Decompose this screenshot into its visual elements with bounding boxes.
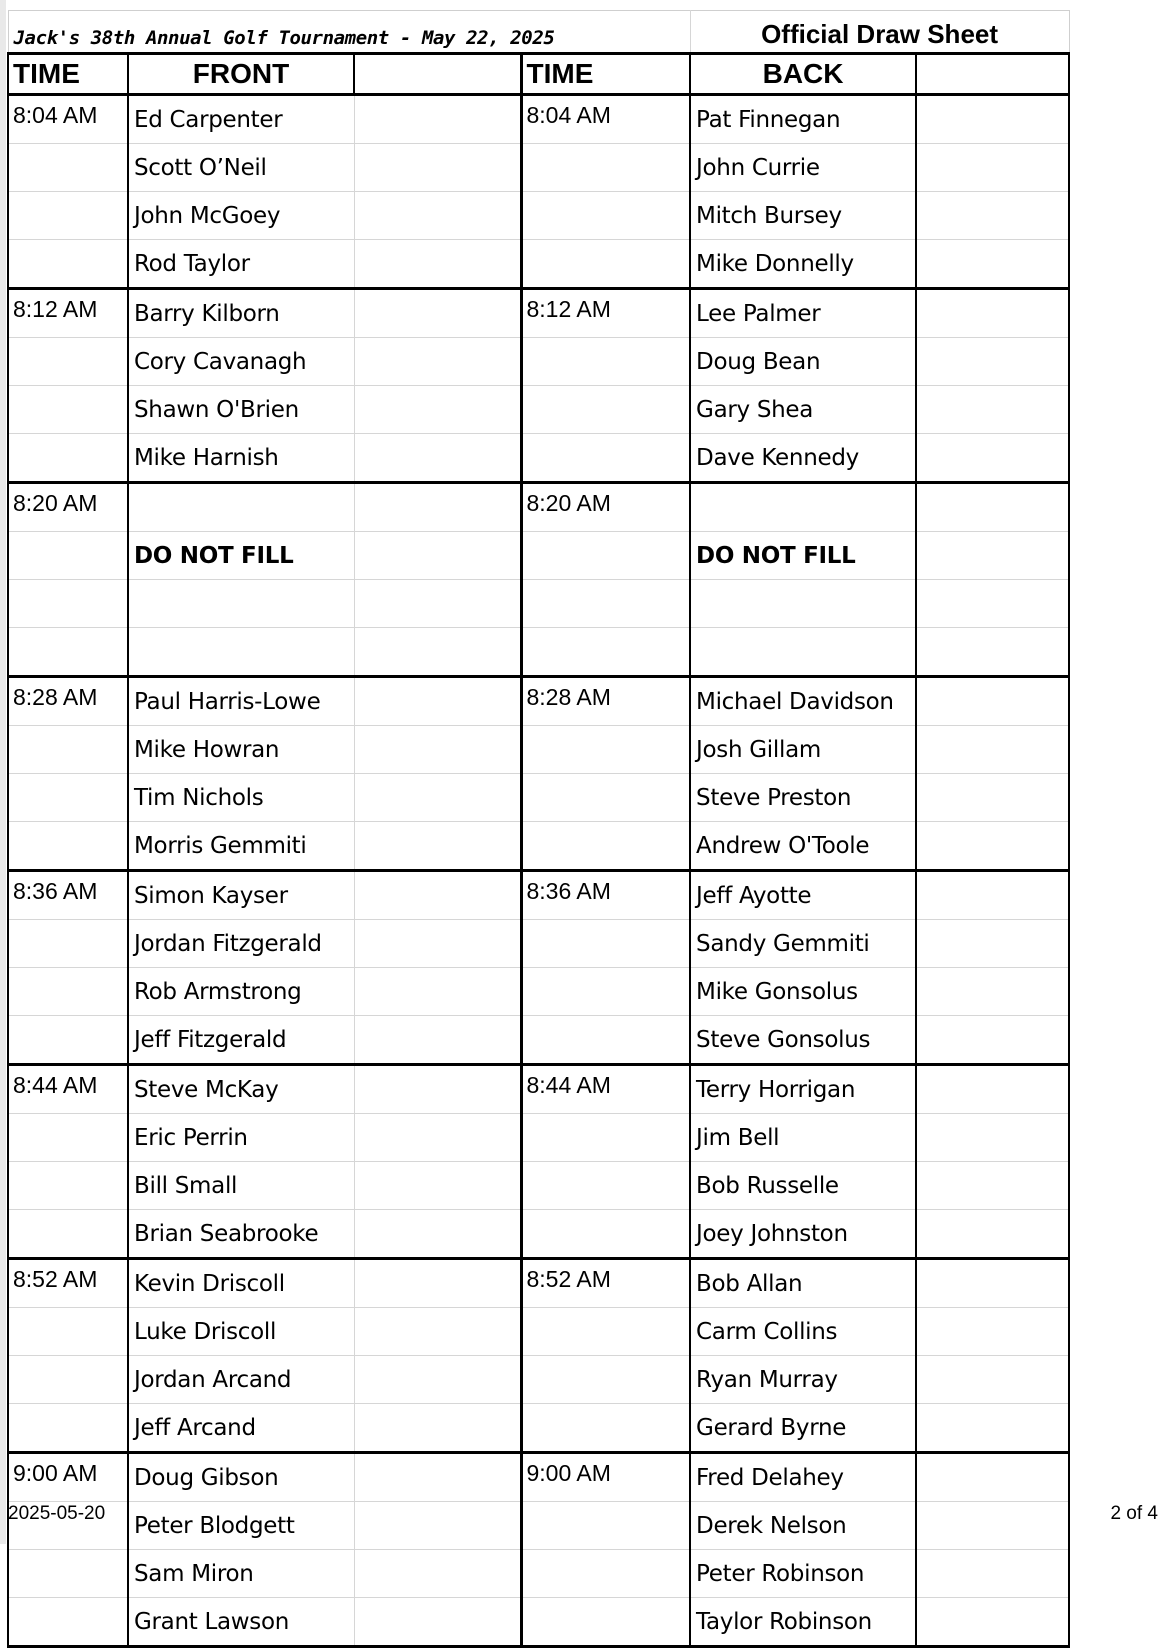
back-time-cell	[521, 822, 690, 871]
front-blank-cell	[354, 483, 521, 532]
back-blank-cell	[916, 1598, 1069, 1647]
front-player-name: John McGoey	[128, 192, 354, 240]
back-player-name: Pat Finnegan	[690, 95, 916, 144]
draw-sheet-title: Official Draw Sheet	[690, 11, 1069, 54]
front-player-name: Steve McKay	[128, 1065, 354, 1114]
table-row	[8, 144, 1069, 192]
back-blank-cell	[916, 1210, 1069, 1259]
back-blank-cell	[916, 289, 1069, 338]
table-row	[8, 1162, 1069, 1210]
front-player-name: Doug Gibson	[128, 1453, 354, 1502]
front-time-cell	[8, 1404, 128, 1453]
front-player-name: Eric Perrin	[128, 1114, 354, 1162]
back-player-name: Jeff Ayotte	[690, 871, 916, 920]
back-time-cell	[521, 1308, 690, 1356]
back-header: BACK	[690, 54, 916, 95]
front-player-name: Rob Armstrong	[128, 968, 354, 1016]
front-player-name: Grant Lawson	[128, 1598, 354, 1647]
back-tee-time: 8:52 AM	[521, 1259, 690, 1308]
back-tee-time: 8:12 AM	[521, 289, 690, 338]
front-player-name: Jeff Arcand	[128, 1404, 354, 1453]
back-player-name: Jim Bell	[690, 1114, 916, 1162]
back-player-name: Mitch Bursey	[690, 192, 916, 240]
table-row	[8, 240, 1069, 289]
back-time-cell	[521, 240, 690, 289]
back-player-name: Peter Robinson	[690, 1550, 916, 1598]
front-player-name: Mike Howran	[128, 726, 354, 774]
front-time-header: TIME	[8, 54, 128, 95]
front-blank-cell	[354, 580, 521, 628]
front-blank-cell	[354, 1404, 521, 1453]
back-blank-cell	[916, 240, 1069, 289]
table-row	[8, 192, 1069, 240]
back-player-name: Josh Gillam	[690, 726, 916, 774]
front-time-cell	[8, 1210, 128, 1259]
back-tee-time: 8:36 AM	[521, 871, 690, 920]
back-player-name: Doug Bean	[690, 338, 916, 386]
back-blank-cell	[916, 871, 1069, 920]
front-blank-cell	[354, 774, 521, 822]
back-blank-cell	[916, 1259, 1069, 1308]
back-time-cell	[521, 628, 690, 677]
back-player-name: Andrew O'Toole	[690, 822, 916, 871]
front-player-name: DO NOT FILL	[128, 532, 354, 580]
front-tee-time: 9:00 AM	[8, 1453, 128, 1502]
table-row	[8, 774, 1069, 822]
front-blank-header	[354, 54, 521, 95]
front-blank-cell	[354, 1065, 521, 1114]
back-player-name: Michael Davidson	[690, 677, 916, 726]
table-row	[8, 871, 1069, 920]
front-time-cell	[8, 1598, 128, 1647]
back-time-cell	[521, 920, 690, 968]
front-time-cell	[8, 434, 128, 483]
table-row	[8, 1308, 1069, 1356]
tournament-title: Jack's 38th Annual Golf Tournament - May 22, 2025	[8, 11, 690, 54]
back-blank-cell	[916, 920, 1069, 968]
table-row	[8, 289, 1069, 338]
back-time-cell	[521, 1114, 690, 1162]
page-number: 2 of 4	[1110, 1503, 1158, 1524]
back-blank-cell	[916, 822, 1069, 871]
front-time-cell	[8, 774, 128, 822]
back-player-name: Fred Delahey	[690, 1453, 916, 1502]
front-player-name: Jordan Fitzgerald	[128, 920, 354, 968]
table-row	[8, 95, 1069, 144]
back-time-cell	[521, 774, 690, 822]
table-row	[8, 822, 1069, 871]
table-row	[8, 386, 1069, 434]
back-blank-cell	[916, 1162, 1069, 1210]
table-row	[8, 532, 1069, 580]
back-player-name: DO NOT FILL	[690, 532, 916, 580]
back-player-name	[690, 580, 916, 628]
front-time-cell	[8, 580, 128, 628]
front-player-name: Jeff Fitzgerald	[128, 1016, 354, 1065]
front-time-cell	[8, 1114, 128, 1162]
back-time-cell	[521, 726, 690, 774]
page-edge-shadow	[0, 0, 6, 1544]
back-time-cell	[521, 338, 690, 386]
back-tee-time: 8:44 AM	[521, 1065, 690, 1114]
table-row	[8, 1453, 1069, 1502]
back-blank-cell	[916, 1550, 1069, 1598]
back-blank-cell	[916, 1453, 1069, 1502]
back-player-name	[690, 483, 916, 532]
front-player-name: Scott O’Neil	[128, 144, 354, 192]
front-time-cell	[8, 192, 128, 240]
front-time-cell	[8, 386, 128, 434]
front-time-cell	[8, 628, 128, 677]
front-time-cell	[8, 726, 128, 774]
back-time-cell	[521, 144, 690, 192]
table-row	[8, 1502, 1069, 1550]
back-blank-cell	[916, 532, 1069, 580]
back-blank-cell	[916, 628, 1069, 677]
front-time-cell	[8, 1356, 128, 1404]
front-player-name: Brian Seabrooke	[128, 1210, 354, 1259]
back-blank-header	[916, 54, 1069, 95]
front-blank-cell	[354, 677, 521, 726]
back-player-name: John Currie	[690, 144, 916, 192]
back-time-cell	[521, 434, 690, 483]
front-blank-cell	[354, 1114, 521, 1162]
back-blank-cell	[916, 192, 1069, 240]
table-row	[8, 1550, 1069, 1598]
front-player-name: Paul Harris-Lowe	[128, 677, 354, 726]
back-blank-cell	[916, 1356, 1069, 1404]
front-player-name: Barry Kilborn	[128, 289, 354, 338]
back-player-name: Mike Donnelly	[690, 240, 916, 289]
front-time-cell	[8, 1308, 128, 1356]
table-row	[8, 968, 1069, 1016]
front-tee-time: 8:44 AM	[8, 1065, 128, 1114]
back-player-name	[690, 628, 916, 677]
back-tee-time: 9:00 AM	[521, 1453, 690, 1502]
back-blank-cell	[916, 968, 1069, 1016]
back-tee-time: 8:04 AM	[521, 95, 690, 144]
front-tee-time: 8:28 AM	[8, 677, 128, 726]
front-time-cell	[8, 920, 128, 968]
back-blank-cell	[916, 1016, 1069, 1065]
back-blank-cell	[916, 677, 1069, 726]
column-header-row	[8, 54, 1069, 95]
front-blank-cell	[354, 1453, 521, 1502]
back-time-cell	[521, 1356, 690, 1404]
front-time-cell	[8, 822, 128, 871]
back-time-cell	[521, 1162, 690, 1210]
back-time-cell	[521, 1404, 690, 1453]
back-player-name: Bob Russelle	[690, 1162, 916, 1210]
table-row	[8, 726, 1069, 774]
back-player-name: Steve Gonsolus	[690, 1016, 916, 1065]
front-player-name: Kevin Driscoll	[128, 1259, 354, 1308]
front-player-name: Shawn O'Brien	[128, 386, 354, 434]
front-blank-cell	[354, 386, 521, 434]
front-blank-cell	[354, 240, 521, 289]
front-player-name: Cory Cavanagh	[128, 338, 354, 386]
back-blank-cell	[916, 580, 1069, 628]
front-time-cell	[8, 1550, 128, 1598]
front-blank-cell	[354, 434, 521, 483]
front-time-cell	[8, 338, 128, 386]
front-blank-cell	[354, 338, 521, 386]
front-blank-cell	[354, 822, 521, 871]
table-row	[8, 1259, 1069, 1308]
back-time-cell	[521, 386, 690, 434]
draw-sheet	[7, 10, 1068, 1648]
back-time-header: TIME	[521, 54, 690, 95]
back-time-cell	[521, 1210, 690, 1259]
front-blank-cell	[354, 289, 521, 338]
front-tee-time: 8:04 AM	[8, 95, 128, 144]
front-blank-cell	[354, 726, 521, 774]
front-tee-time: 8:52 AM	[8, 1259, 128, 1308]
table-row	[8, 338, 1069, 386]
back-time-cell	[521, 968, 690, 1016]
front-player-name: Tim Nichols	[128, 774, 354, 822]
back-blank-cell	[916, 726, 1069, 774]
print-date: 2025-05-20	[8, 1503, 106, 1524]
front-blank-cell	[354, 1308, 521, 1356]
back-blank-cell	[916, 144, 1069, 192]
back-blank-cell	[916, 1308, 1069, 1356]
front-blank-cell	[354, 628, 521, 677]
front-blank-cell	[354, 1259, 521, 1308]
table-row	[8, 1114, 1069, 1162]
table-row	[8, 580, 1069, 628]
front-blank-cell	[354, 1502, 521, 1550]
front-blank-cell	[354, 968, 521, 1016]
front-player-name	[128, 580, 354, 628]
front-blank-cell	[354, 920, 521, 968]
back-blank-cell	[916, 386, 1069, 434]
front-blank-cell	[354, 1016, 521, 1065]
front-blank-cell	[354, 1210, 521, 1259]
front-tee-time: 8:12 AM	[8, 289, 128, 338]
back-blank-cell	[916, 338, 1069, 386]
front-tee-time: 8:20 AM	[8, 483, 128, 532]
table-row	[8, 1065, 1069, 1114]
table-row	[8, 920, 1069, 968]
front-blank-cell	[354, 192, 521, 240]
table-row	[8, 1210, 1069, 1259]
table-row	[8, 1598, 1069, 1647]
front-player-name: Morris Gemmiti	[128, 822, 354, 871]
back-player-name: Gerard Byrne	[690, 1404, 916, 1453]
front-player-name: Ed Carpenter	[128, 95, 354, 144]
front-player-name: Bill Small	[128, 1162, 354, 1210]
back-player-name: Sandy Gemmiti	[690, 920, 916, 968]
back-player-name: Bob Allan	[690, 1259, 916, 1308]
table-row	[8, 1356, 1069, 1404]
front-player-name: Peter Blodgett	[128, 1502, 354, 1550]
back-player-name: Terry Horrigan	[690, 1065, 916, 1114]
front-time-cell	[8, 968, 128, 1016]
front-player-name	[128, 483, 354, 532]
front-blank-cell	[354, 871, 521, 920]
front-player-name: Mike Harnish	[128, 434, 354, 483]
front-tee-time: 8:36 AM	[8, 871, 128, 920]
front-player-name: Rod Taylor	[128, 240, 354, 289]
back-player-name: Ryan Murray	[690, 1356, 916, 1404]
back-time-cell	[521, 580, 690, 628]
back-player-name: Dave Kennedy	[690, 434, 916, 483]
back-blank-cell	[916, 95, 1069, 144]
back-player-name: Joey Johnston	[690, 1210, 916, 1259]
back-blank-cell	[916, 1502, 1069, 1550]
front-player-name	[128, 628, 354, 677]
draw-table	[7, 10, 1070, 1648]
front-player-name: Luke Driscoll	[128, 1308, 354, 1356]
back-blank-cell	[916, 774, 1069, 822]
table-row	[8, 677, 1069, 726]
back-time-cell	[521, 1598, 690, 1647]
back-blank-cell	[916, 1065, 1069, 1114]
back-time-cell	[521, 192, 690, 240]
back-tee-time: 8:20 AM	[521, 483, 690, 532]
front-blank-cell	[354, 1356, 521, 1404]
front-time-cell	[8, 532, 128, 580]
back-time-cell	[521, 1016, 690, 1065]
back-player-name: Derek Nelson	[690, 1502, 916, 1550]
back-player-name: Taylor Robinson	[690, 1598, 916, 1647]
table-row	[8, 1404, 1069, 1453]
front-player-name: Simon Kayser	[128, 871, 354, 920]
front-blank-cell	[354, 1162, 521, 1210]
front-time-cell	[8, 144, 128, 192]
front-time-cell	[8, 1016, 128, 1065]
table-row	[8, 1016, 1069, 1065]
table-row	[8, 483, 1069, 532]
front-player-name: Sam Miron	[128, 1550, 354, 1598]
back-tee-time: 8:28 AM	[521, 677, 690, 726]
front-player-name: Jordan Arcand	[128, 1356, 354, 1404]
front-blank-cell	[354, 144, 521, 192]
table-row	[8, 434, 1069, 483]
back-time-cell	[521, 532, 690, 580]
back-player-name: Steve Preston	[690, 774, 916, 822]
title-row	[8, 11, 1069, 54]
front-blank-cell	[354, 1598, 521, 1647]
back-blank-cell	[916, 483, 1069, 532]
back-blank-cell	[916, 1404, 1069, 1453]
front-header: FRONT	[128, 54, 354, 95]
back-player-name: Mike Gonsolus	[690, 968, 916, 1016]
back-player-name: Lee Palmer	[690, 289, 916, 338]
back-blank-cell	[916, 1114, 1069, 1162]
back-player-name: Gary Shea	[690, 386, 916, 434]
back-time-cell	[521, 1502, 690, 1550]
front-blank-cell	[354, 1550, 521, 1598]
front-time-cell	[8, 240, 128, 289]
back-player-name: Carm Collins	[690, 1308, 916, 1356]
table-row	[8, 628, 1069, 677]
front-blank-cell	[354, 532, 521, 580]
back-blank-cell	[916, 434, 1069, 483]
front-blank-cell	[354, 95, 521, 144]
front-time-cell	[8, 1162, 128, 1210]
back-time-cell	[521, 1550, 690, 1598]
